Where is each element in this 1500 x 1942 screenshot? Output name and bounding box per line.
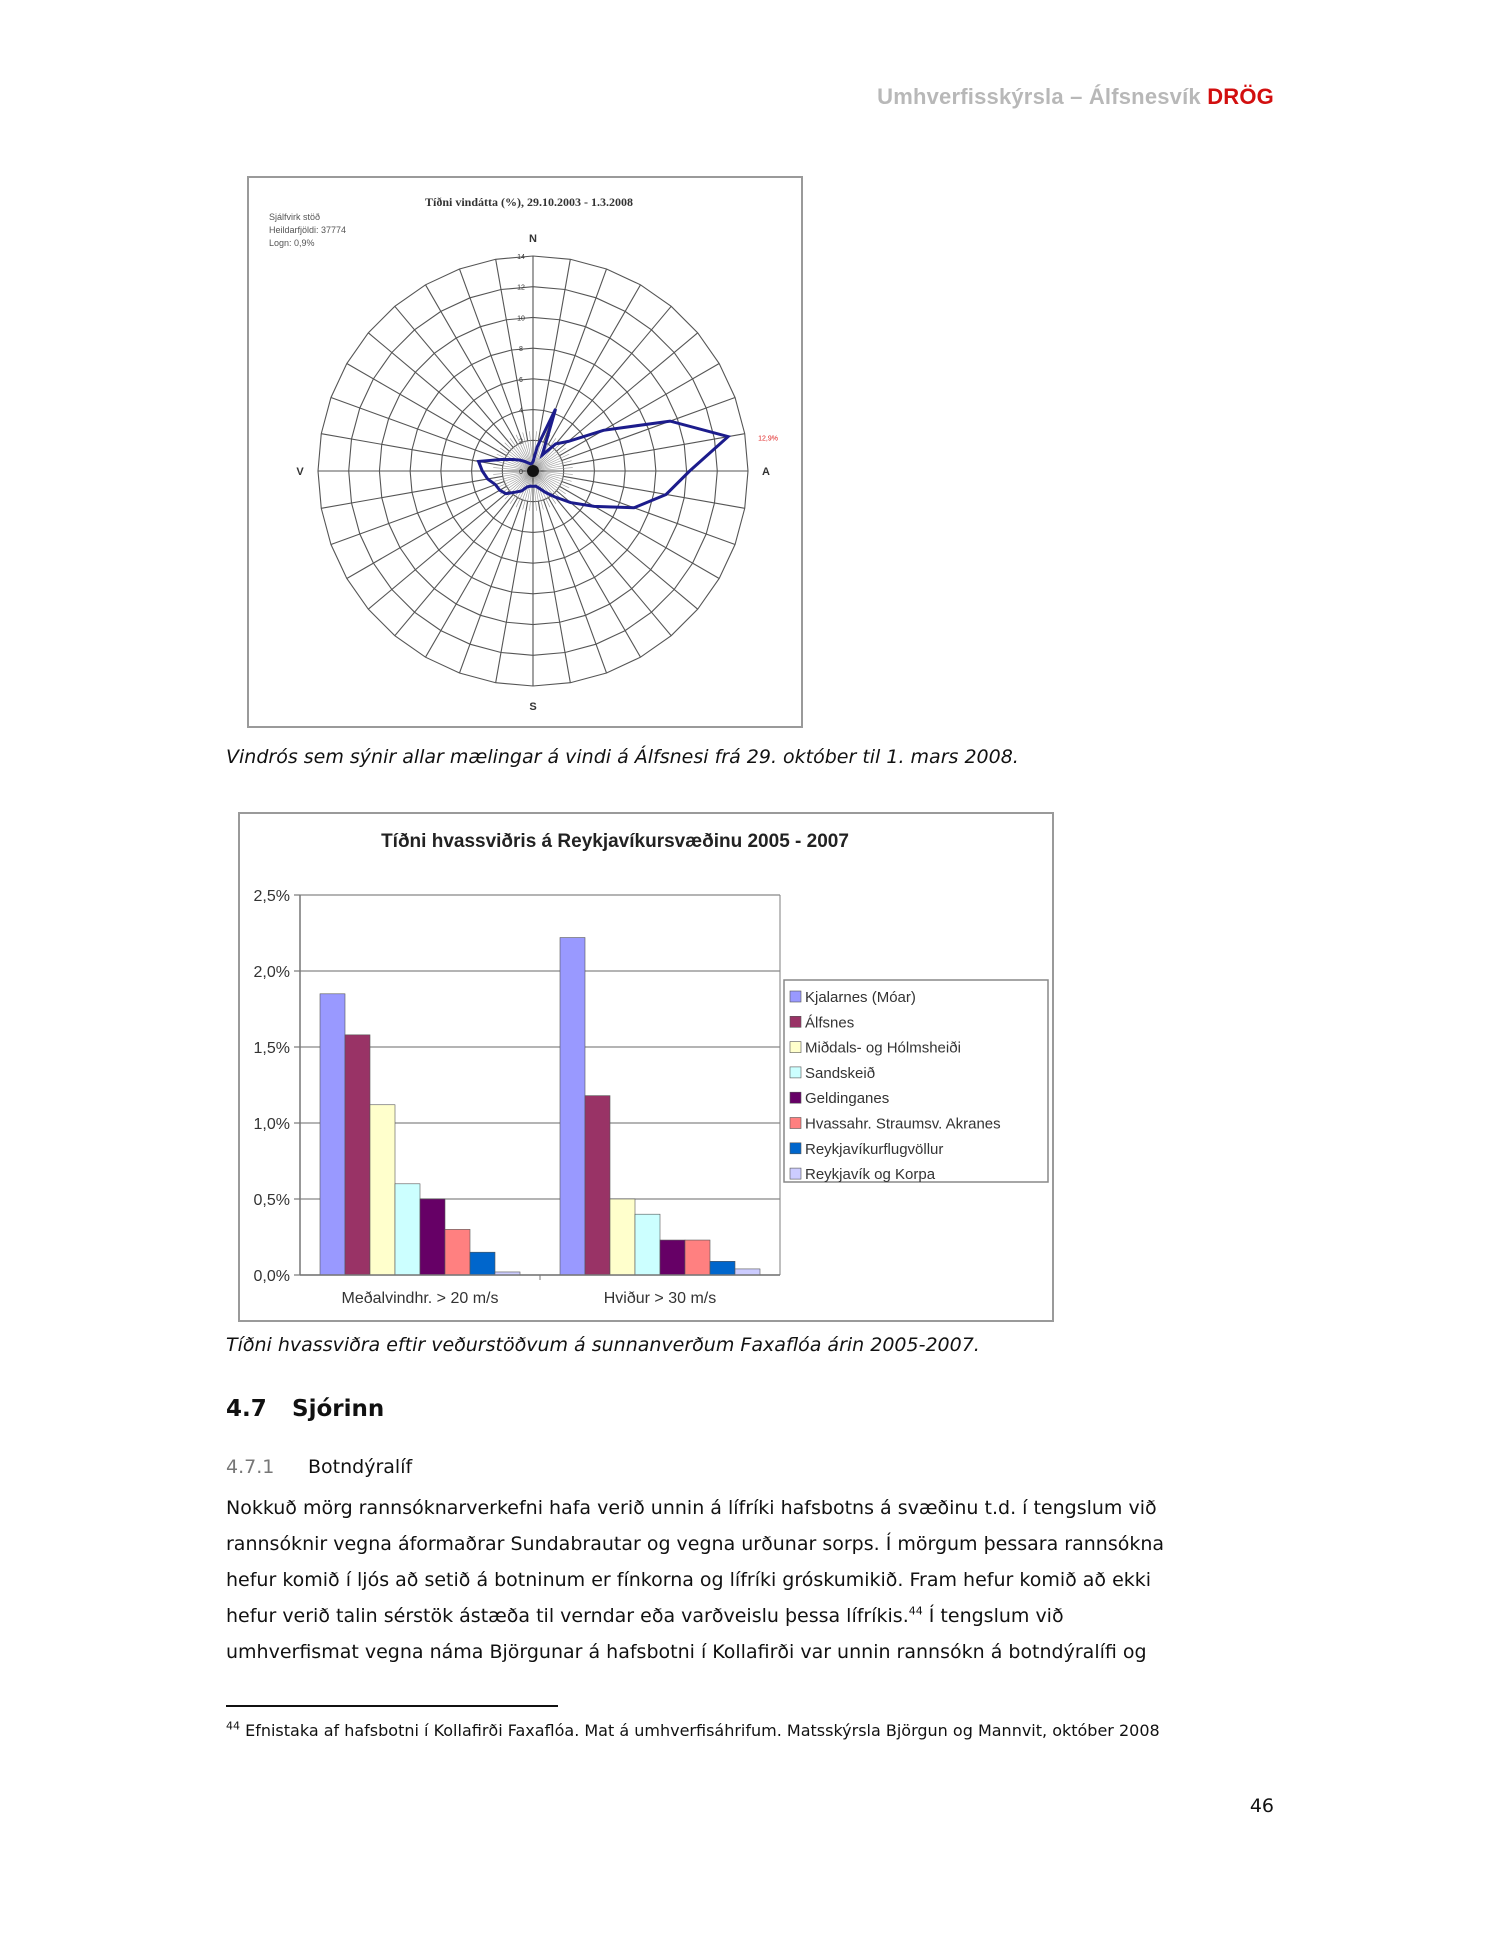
y-tick-label: 1,5% bbox=[253, 1040, 290, 1057]
footnote-number: 44 bbox=[226, 1719, 240, 1733]
rose-ring-label: 4 bbox=[519, 407, 523, 415]
subsection-number: 4.7.1 bbox=[226, 1456, 275, 1478]
bar-chart-caption: Tíðni hvassviðra eftir veðurstöðvum á sunnanverðum Faxaflóa árin 2005-2007. bbox=[226, 1334, 980, 1356]
subsection-heading bbox=[226, 1456, 412, 1478]
bar-0-6 bbox=[470, 1252, 495, 1275]
page-number: 46 bbox=[1249, 1795, 1274, 1817]
paragraph-text: hefur verið talin sérstök ástæða til verndar eða varðveislu þessa lífríkis. bbox=[226, 1605, 909, 1627]
paragraph-text: Í tengslum við bbox=[922, 1605, 1064, 1627]
rose-info-count: Heildarfjöldi: 37774 bbox=[269, 225, 347, 235]
bar-0-0 bbox=[320, 994, 345, 1275]
bar-0-3 bbox=[395, 1184, 420, 1275]
rose-ring-label: 0 bbox=[519, 469, 523, 476]
bar-chart-figure bbox=[238, 812, 1054, 1322]
legend-label: Reykjavíkurflugvöllur bbox=[805, 1140, 944, 1158]
footnote-separator bbox=[226, 1705, 558, 1707]
x-category-label: Hviður > 30 m/s bbox=[603, 1290, 717, 1307]
section-heading bbox=[226, 1396, 384, 1422]
paragraph-line: Nokkuð mörg rannsóknarverkefni hafa verið unnin á lífríki hafsbotns á svæðinu t.d. í tengslum við bbox=[226, 1497, 1157, 1519]
paragraph-line: rannsóknir vegna áformaðrar Sundabrautar og vegna urðunar sorps. Í mörgum þessara rannsókna bbox=[226, 1533, 1165, 1555]
footnote-reference[interactable]: 44 bbox=[908, 1604, 923, 1618]
bar-1-5 bbox=[685, 1240, 710, 1275]
legend-label: Geldinganes bbox=[805, 1090, 890, 1108]
wind-rose-caption: Vindrós sem sýnir allar mælingar á vindi á Álfsnesi frá 29. október til 1. mars 2008. bbox=[226, 746, 1019, 768]
legend-label: Miðdals- og Hólmsheiði bbox=[805, 1039, 961, 1057]
bar-1-0 bbox=[560, 938, 585, 1275]
section-title: Sjórinn bbox=[292, 1396, 385, 1422]
wind-rose-figure bbox=[247, 176, 803, 728]
bar-1-2 bbox=[610, 1199, 635, 1275]
rose-grid bbox=[318, 256, 748, 686]
rose-direction-label: A bbox=[762, 466, 770, 478]
header-title: Umhverfisskýrsla – Álfsnesvík bbox=[877, 84, 1201, 109]
rose-spoke bbox=[548, 285, 640, 445]
bar-1-3 bbox=[635, 1214, 660, 1275]
bar-1-7 bbox=[735, 1269, 760, 1275]
paragraph-line: hefur komið í ljós að setið á botninum er fínkorna og lífríki gróskumikið. Fram hefur komið að ekki bbox=[226, 1569, 1152, 1591]
rose-ring-label: 2 bbox=[519, 438, 523, 446]
rose-max-label: 12,9% bbox=[758, 435, 778, 443]
rose-ring-label: 12 bbox=[517, 284, 525, 292]
rose-title: Tíðni vindátta (%), 29.10.2003 - 1.3.2008 bbox=[424, 195, 634, 209]
legend-label: Reykjavík og Korpa bbox=[805, 1166, 936, 1184]
rose-info-calm: Logn: 0,9% bbox=[269, 238, 315, 248]
bar-0-1 bbox=[345, 1035, 370, 1275]
legend-swatch bbox=[790, 1118, 801, 1129]
rose-spoke bbox=[560, 364, 720, 456]
bar-1-6 bbox=[710, 1261, 735, 1275]
legend-swatch bbox=[790, 1067, 801, 1078]
rose-center bbox=[527, 465, 539, 477]
rose-ring-label: 14 bbox=[517, 254, 525, 261]
running-header bbox=[877, 84, 1274, 110]
legend-swatch bbox=[790, 1092, 801, 1103]
bar-chart-title: Tíðni hvassviðris á Reykjavíkursvæðinu 2005 - 2007 bbox=[381, 831, 849, 852]
legend-swatch bbox=[790, 1042, 801, 1053]
section-number: 4.7 bbox=[226, 1396, 267, 1422]
legend-swatch bbox=[790, 991, 801, 1002]
rose-spoke bbox=[426, 498, 518, 658]
rose-direction-label: S bbox=[529, 701, 537, 713]
rose-spoke bbox=[548, 498, 640, 658]
legend-swatch bbox=[790, 1143, 801, 1154]
rose-ring-label: 10 bbox=[517, 315, 525, 323]
paragraph-line: umhverfismat vegna náma Björgunar á hafsbotni í Kollafirði var unnin rannsókn á botndýralífi og bbox=[226, 1641, 1147, 1663]
rose-spoke bbox=[347, 364, 507, 456]
bar-0-4 bbox=[420, 1199, 445, 1275]
y-tick-label: 2,0% bbox=[253, 964, 290, 981]
bar-legend bbox=[784, 980, 1048, 1183]
bar-1-1 bbox=[585, 1096, 610, 1275]
rose-direction-label: N bbox=[529, 233, 537, 245]
y-tick-label: 0,0% bbox=[253, 1268, 290, 1285]
x-category-label: Meðalvindhr. > 20 m/s bbox=[341, 1290, 499, 1307]
bar-0-5 bbox=[445, 1229, 470, 1275]
legend-label: Sandskeið bbox=[805, 1064, 876, 1082]
legend-swatch bbox=[790, 1016, 801, 1027]
rose-spoke bbox=[426, 285, 518, 445]
bar-1-4 bbox=[660, 1240, 685, 1275]
rose-ring-label: 6 bbox=[519, 376, 523, 384]
draft-label: DRÖG bbox=[1207, 84, 1274, 109]
gust-frequency-chart bbox=[240, 814, 1052, 1320]
legend-label: Kjalarnes (Móar) bbox=[805, 989, 916, 1006]
legend-label: Álfsnes bbox=[805, 1014, 855, 1032]
y-tick-label: 1,0% bbox=[253, 1116, 290, 1133]
footnote-text: Efnistaka af hafsbotni í Kollafirði Faxaflóa. Mat á umhverfisáhrifum. Matsskýrsla Björgun og Mannvit, október 2008 bbox=[240, 1721, 1160, 1740]
footnote bbox=[226, 1717, 1286, 1745]
body-paragraph bbox=[226, 1490, 1286, 1670]
subsection-title: Botndýralíf bbox=[308, 1456, 413, 1478]
rose-direction-label: V bbox=[296, 466, 304, 478]
rose-spoke bbox=[347, 486, 507, 578]
legend-label: Hvassahr. Straumsv. Akranes bbox=[805, 1115, 1001, 1133]
rose-ring-label: 8 bbox=[519, 346, 523, 354]
y-tick-label: 0,5% bbox=[253, 1192, 290, 1209]
wind-rose-chart bbox=[249, 178, 801, 726]
rose-info-station: Sjálfvirk stöð bbox=[269, 212, 321, 222]
rose-spoke bbox=[560, 486, 720, 578]
bar-series bbox=[320, 938, 760, 1275]
y-tick-label: 2,5% bbox=[253, 888, 290, 905]
paragraph-line bbox=[226, 1598, 1286, 1634]
bar-0-2 bbox=[370, 1105, 395, 1275]
legend-swatch bbox=[790, 1168, 801, 1179]
